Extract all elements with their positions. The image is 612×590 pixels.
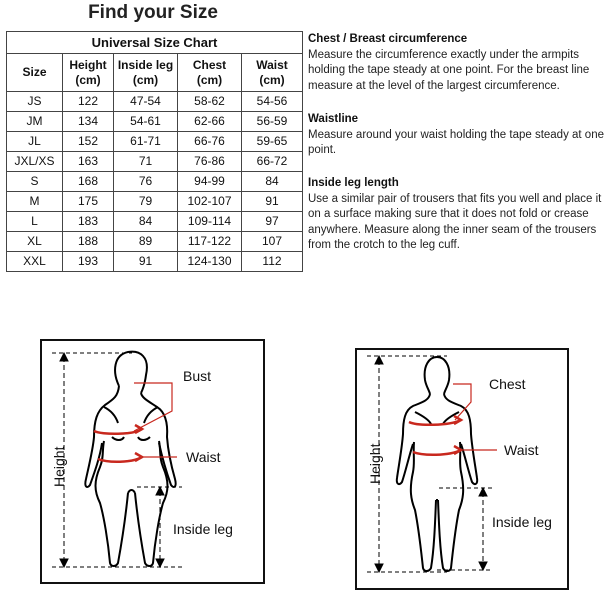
table-row [7,152,303,172]
table-cell: 183 [63,212,114,232]
page-title: Find your Size [88,2,218,23]
table-cell: 54-61 [114,112,178,132]
header-height: Height (cm) [63,54,114,92]
table-cell: 117-122 [178,232,242,252]
leg-heading: Inside leg length [308,177,399,189]
table-row [7,172,303,192]
table-cell: 62-66 [178,112,242,132]
table-cell: 58-62 [178,92,242,112]
chest-heading: Chest / Breast circumference [308,33,468,45]
table-row [7,112,303,132]
table-cell: 76 [114,172,178,192]
header-waist: Waist (cm) [242,54,303,92]
table-row [7,212,303,232]
table-cell: 84 [114,212,178,232]
table-row [7,232,303,252]
table-cell: 66-72 [242,152,303,172]
leg-instructions [308,176,610,254]
table-cell: JS [7,92,63,112]
header-inside-leg: Inside leg (cm) [114,54,178,92]
header-chest: Chest (cm) [178,54,242,92]
male-inside-leg-arrow [437,488,493,570]
male-figure-illustration [357,350,567,588]
table-cell: XXL [7,252,63,272]
table-cell: S [7,172,63,192]
table-cell: 188 [63,232,114,252]
female-bust-label: Bust [183,368,212,384]
table-cell: 59-65 [242,132,303,152]
table-cell: JM [7,112,63,132]
header-size: Size [7,54,63,92]
female-figure-panel [40,339,265,584]
table-cell: M [7,192,63,212]
table-header-row [7,54,303,92]
table-cell: 168 [63,172,114,192]
waist-heading: Waistline [308,113,359,125]
female-height-label: Height [51,446,67,487]
table-cell: 193 [63,252,114,272]
size-chart-caption: Universal Size Chart [6,31,303,53]
table-cell: JXL/XS [7,152,63,172]
waist-instructions [308,112,610,159]
female-figure-illustration [42,341,263,582]
male-chest-tape [409,416,461,425]
table-cell: L [7,212,63,232]
table-cell: 66-76 [178,132,242,152]
chest-text: Measure the circumference exactly under the armpits holding the tape steady at one point. For the breast line measure at the level of the largest circumference. [308,48,590,92]
table-cell: 76-86 [178,152,242,172]
table-cell: 61-71 [114,132,178,152]
male-body-outline [397,357,477,571]
table-cell: XL [7,232,63,252]
male-chest-label: Chest [489,376,526,392]
size-chart-table [6,31,303,272]
female-waist-tape [98,453,142,462]
female-waist-label: Waist [186,449,221,465]
table-cell: 97 [242,212,303,232]
table-cell: 134 [63,112,114,132]
table-cell: 94-99 [178,172,242,192]
table-cell: 79 [114,192,178,212]
table-cell: JL [7,132,63,152]
table-cell: 47-54 [114,92,178,112]
table-cell: 122 [63,92,114,112]
male-waist-tape [413,446,461,455]
male-height-label: Height [367,443,383,484]
table-cell: 109-114 [178,212,242,232]
female-inside-leg-label: Inside leg [173,521,233,537]
table-cell: 175 [63,192,114,212]
table-row [7,132,303,152]
table-row [7,192,303,212]
table-cell: 84 [242,172,303,192]
male-figure-panel [355,348,569,590]
female-bust-tape [94,425,142,434]
waist-text: Measure around your waist holding the tape steady at one point. [308,128,604,156]
table-cell: 112 [242,252,303,272]
male-waist-label: Waist [504,442,539,458]
chest-instructions [308,32,610,94]
table-cell: 71 [114,152,178,172]
table-row [7,252,303,272]
table-cell: 91 [242,192,303,212]
table-cell: 54-56 [242,92,303,112]
table-cell: 107 [242,232,303,252]
table-cell: 89 [114,232,178,252]
table-cell: 102-107 [178,192,242,212]
leg-text: Use a similar pair of trousers that fits you well and place it on a surface making sure that it does not fold or crease anywhere. Measure along the inner seam of the trousers from the crotch to the leg cuff. [308,192,602,251]
table-cell: 152 [63,132,114,152]
table-cell: 56-59 [242,112,303,132]
table-row [7,92,303,112]
table-cell: 124-130 [178,252,242,272]
table-cell: 163 [63,152,114,172]
table-cell: 91 [114,252,178,272]
male-inside-leg-label: Inside leg [492,514,552,530]
